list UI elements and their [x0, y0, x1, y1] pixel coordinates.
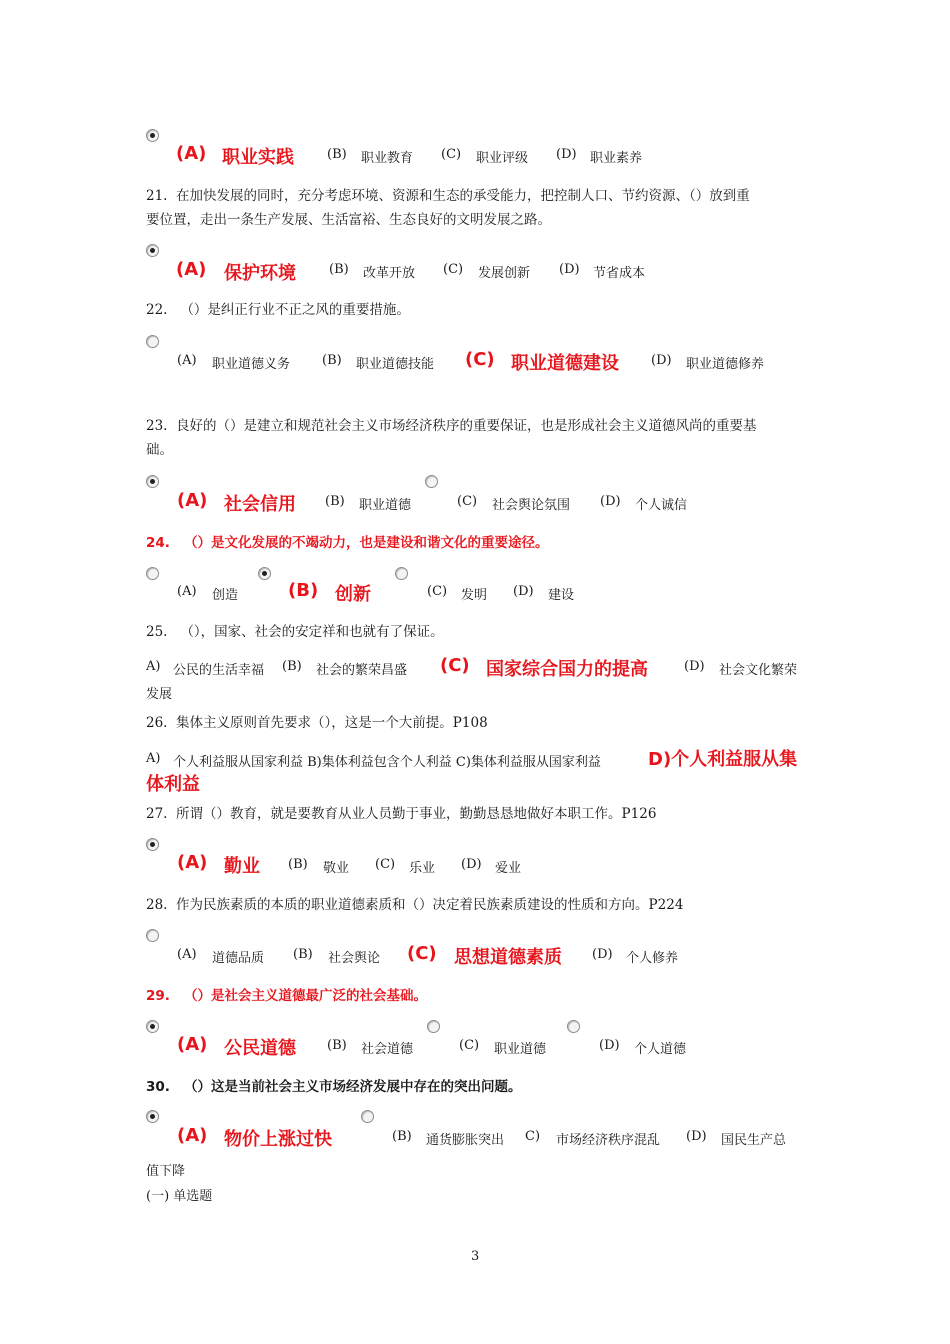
q22-option-d-text: 职业道德修养 — [686, 357, 765, 372]
q24-option-c-text: 发明 — [461, 588, 488, 603]
q22-option-c-label: (C) — [465, 349, 495, 370]
q23-option-b-text: 职业道德 — [359, 498, 412, 513]
q28-option-d-text: 个人修养 — [626, 951, 679, 966]
section-heading: (一) 单选题 — [146, 1189, 213, 1204]
q30-option-a-label: (A) — [177, 1125, 208, 1146]
q28-option-a-text: 道德品质 — [212, 951, 265, 966]
q26-option-d-text: D)个人利益服从集 — [648, 749, 798, 770]
q22-question: 22. （）是纠正行业不正之风的重要措施。 — [146, 302, 410, 318]
q24-option-d-label: (D) — [513, 584, 534, 599]
q26-option-d-text-cont: 体利益 — [146, 774, 200, 795]
q22-option-a-text: 职业道德义务 — [212, 357, 291, 372]
q28-option-b-label: (B) — [293, 947, 313, 962]
q30-option-c-label: C) — [525, 1129, 541, 1144]
q23-option-a-label: (A) — [177, 490, 208, 511]
q26-option-a-label: A) — [146, 751, 161, 766]
q29-option-a-label: (A) — [177, 1034, 208, 1055]
q27-option-c-label: (C) — [375, 857, 396, 872]
q22-option-a-label: (A) — [177, 353, 197, 368]
q22-option-c-text: 职业道德建设 — [511, 353, 619, 374]
q21-option-d-label: (D) — [559, 262, 580, 277]
radio-q24-a[interactable] — [146, 567, 159, 580]
q27-option-a-text: 勤业 — [224, 856, 260, 877]
q25-option-c-text: 国家综合国力的提高 — [486, 659, 648, 680]
q25-option-d-label: (D) — [684, 659, 705, 674]
q21-option-a-text: 保护环境 — [224, 263, 296, 284]
q29-option-d-label: (D) — [599, 1038, 620, 1053]
q20-option-c-label: (C) — [441, 147, 462, 162]
q27-question: 27. 所谓（）教育，就是要教育从业人员勤于事业，勤勤恳恳地做好本职工作。P126 — [146, 806, 657, 822]
q28-option-c-text: 思想道德素质 — [454, 947, 562, 968]
q21-option-a-label: (A) — [176, 259, 207, 280]
q29-option-a-text: 公民道德 — [224, 1038, 296, 1059]
q28-option-b-text: 社会舆论 — [328, 951, 381, 966]
q29-option-c-label: (C) — [459, 1038, 480, 1053]
q27-option-c-text: 乐业 — [409, 861, 436, 876]
q21-option-b-text: 改革开放 — [363, 266, 416, 281]
q30-option-d-label: (D) — [686, 1129, 707, 1144]
q20-option-c-text: 职业评级 — [476, 151, 529, 166]
q21-option-d-text: 节省成本 — [593, 266, 646, 281]
radio-q22[interactable] — [146, 335, 159, 348]
q27-option-b-label: (B) — [288, 857, 308, 872]
q24-option-c-label: (C) — [427, 584, 448, 599]
q20-option-d-text: 职业素养 — [590, 151, 643, 166]
q26-options-abc-text: 个人利益服从国家利益 B)集体利益包含个人利益 C)集体利益服从国家利益 — [173, 755, 601, 770]
radio-q23-c[interactable] — [425, 475, 438, 488]
q23-option-c-label: (C) — [457, 494, 478, 509]
radio-q24-c[interactable] — [395, 567, 408, 580]
q24-question: 24. （）是文化发展的不竭动力，也是建设和谐文化的重要途径。 — [146, 535, 549, 551]
q24-option-b-text: 创新 — [335, 584, 371, 605]
q24-option-b-label: (B) — [288, 580, 319, 601]
q25-option-a-label: A) — [146, 659, 161, 674]
q24-option-a-label: (A) — [177, 584, 197, 599]
q26-question: 26. 集体主义原则首先要求（），这是一个大前提。P108 — [146, 715, 488, 731]
q25-option-d-text: 社会文化繁荣 — [719, 663, 798, 678]
radio-q29-c[interactable] — [427, 1020, 440, 1033]
q24-option-d-text: 建设 — [548, 588, 575, 603]
q30-option-b-text: 通货膨胀突出 — [426, 1133, 505, 1148]
q21-question-line1: 21. 在加快发展的同时，充分考虑环境、资源和生态的承受能力，把控制人口、节约资源、（）放到重 — [146, 188, 750, 204]
radio-q20[interactable] — [146, 129, 159, 142]
radio-q23-a[interactable] — [146, 475, 159, 488]
radio-q30-b[interactable] — [361, 1110, 374, 1123]
q20-option-a-label: (A) — [176, 143, 207, 164]
q24-option-a-text: 创造 — [212, 588, 239, 603]
q25-option-c-label: (C) — [440, 655, 470, 676]
q29-question: 29. （）是社会主义道德最广泛的社会基础。 — [146, 988, 428, 1004]
radio-q29-d[interactable] — [567, 1020, 580, 1033]
q25-option-b-text: 社会的繁荣昌盛 — [316, 663, 408, 678]
q21-option-b-label: (B) — [329, 262, 349, 277]
q25-question: 25. （），国家、社会的安定祥和也就有了保证。 — [146, 624, 444, 640]
q29-option-b-label: (B) — [327, 1038, 347, 1053]
q25-option-b-label: (B) — [282, 659, 302, 674]
q28-question: 28. 作为民族素质的本质的职业道德素质和（）决定着民族素质建设的性质和方向。P224 — [146, 897, 684, 913]
q23-option-c-text: 社会舆论氛围 — [492, 498, 571, 513]
q22-option-b-text: 职业道德技能 — [356, 357, 435, 372]
q23-option-d-text: 个人诚信 — [635, 498, 688, 513]
q22-option-b-label: (B) — [322, 353, 342, 368]
q30-option-b-label: (B) — [392, 1129, 412, 1144]
q30-option-d-text-cont: 值下降 — [146, 1164, 186, 1179]
q27-option-a-label: (A) — [177, 852, 208, 873]
q23-question-line2: 础。 — [146, 442, 173, 458]
q30-option-a-text: 物价上涨过快 — [224, 1129, 332, 1150]
q20-option-a-text: 职业实践 — [222, 147, 294, 168]
q29-option-c-text: 职业道德 — [494, 1042, 547, 1057]
q27-option-d-text: 爱业 — [495, 861, 522, 876]
radio-q24-b[interactable] — [258, 567, 271, 580]
q21-option-c-text: 发展创新 — [478, 266, 531, 281]
q23-option-d-label: (D) — [600, 494, 621, 509]
q23-question-line1: 23. 良好的（）是建立和规范社会主义市场经济秩序的重要保证，也是形成社会主义道德风尚的重要基 — [146, 418, 757, 434]
q28-option-d-label: (D) — [592, 947, 613, 962]
q25-option-d-text-cont: 发展 — [146, 687, 173, 702]
q21-option-c-label: (C) — [443, 262, 464, 277]
q23-option-b-label: (B) — [325, 494, 345, 509]
q23-option-a-text: 社会信用 — [224, 494, 296, 515]
q25-option-a-text: 公民的生活幸福 — [173, 663, 265, 678]
q30-question: 30. （）这是当前社会主义市场经济发展中存在的突出问题。 — [146, 1079, 522, 1095]
radio-q21[interactable] — [146, 244, 159, 257]
q27-option-d-label: (D) — [461, 857, 482, 872]
q28-option-c-label: (C) — [407, 943, 437, 964]
q29-option-b-text: 社会道德 — [361, 1042, 414, 1057]
radio-q27[interactable] — [146, 838, 159, 851]
q30-option-d-text: 国民生产总 — [721, 1133, 787, 1148]
q20-option-b-text: 职业教育 — [361, 151, 414, 166]
q20-option-d-label: (D) — [556, 147, 577, 162]
q21-question-line2: 要位置，走出一条生产发展、生活富裕、生态良好的文明发展之路。 — [146, 212, 551, 228]
radio-q29-a[interactable] — [146, 1020, 159, 1033]
radio-q30-a[interactable] — [146, 1110, 159, 1123]
q27-option-b-text: 敬业 — [323, 861, 350, 876]
q22-option-d-label: (D) — [651, 353, 672, 368]
q20-option-b-label: (B) — [327, 147, 347, 162]
q29-option-d-text: 个人道德 — [634, 1042, 687, 1057]
q30-option-c-text: 市场经济秩序混乱 — [556, 1133, 661, 1148]
q28-option-a-label: (A) — [177, 947, 197, 962]
page-number: 3 — [471, 1249, 480, 1264]
radio-q28[interactable] — [146, 929, 159, 942]
